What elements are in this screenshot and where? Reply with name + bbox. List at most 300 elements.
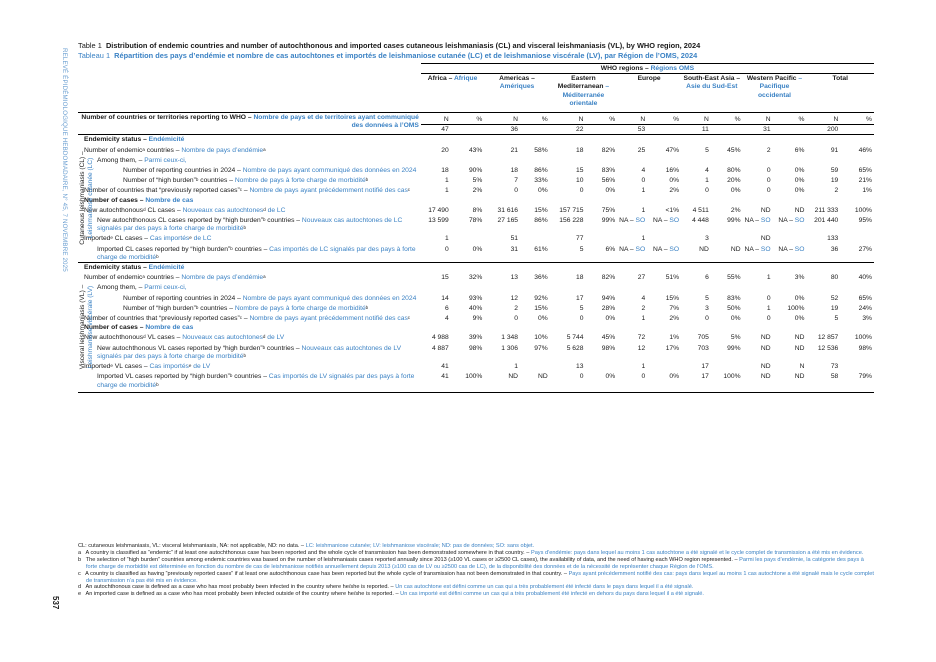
cell-value: 15% [534,304,548,312]
label-en-tail: countries – [144,274,180,282]
row-label [78,371,421,392]
cell-value: 20% [727,177,741,185]
cell-value: 12 857 [817,334,839,342]
footnote-letter: b [78,556,82,563]
label-fr: Nombre de pays d’endémie [181,274,264,282]
footnote-mark: b [195,177,199,183]
footnote-mark: b [230,245,233,251]
reporting-value: 31 [743,125,773,135]
footnote-fr: LC: leishmaniose cutanée; LV: leishmaniose viscérale; ND: pas de données; SO: sans objet. [305,543,535,549]
cell-value [743,244,773,263]
cell-value [520,361,550,371]
cell-empty [681,263,711,273]
cell-value: 4 [641,167,646,175]
cell-value: 0 [766,177,771,185]
pct-header: % [451,113,485,125]
cell-value [647,233,681,243]
cell-empty [421,282,451,292]
cell-value: ND [760,334,771,342]
cell-value: 18 [510,167,519,175]
cell-empty [550,282,586,292]
cell-value: 1 [444,235,449,243]
label-en: Number of countries that “previously reported cases” [84,187,240,195]
region-header-6 [806,74,874,113]
label-en: Number of reporting countries in 2024 – [123,294,241,302]
cell-value: 16% [665,167,680,175]
cell-empty [806,155,840,165]
cell-value: 18 [576,274,584,282]
section-heading-row [78,196,874,205]
cell-value: 0 [766,187,771,195]
cell-empty [773,263,807,273]
cell-value: 56% [601,177,616,185]
cell-value: ND [760,235,771,243]
cell-value [773,215,807,233]
n-header: N [806,113,840,125]
cell-value [617,244,647,263]
cell-value: 0 [579,187,584,195]
footnote-mark: d [143,334,146,340]
cell-value: <1% [665,206,680,214]
cell-value: 1 [641,363,646,371]
section-side-label-0 [79,136,95,260]
cell-empty [806,263,840,273]
cell-value: 0% [472,245,483,253]
footnote-fr: Pays ayant précédemment notifié des cas: pays dans lequel au moins 1 cas autochtone a été signalé mais le cycle complet de transmission n’a pas été mis en évidence. [86,570,874,584]
table-row [78,185,874,195]
cell-value: 98% [468,344,483,352]
cell-value: 13 599 [428,217,449,225]
footnote-mark: b [365,177,369,183]
row-label [78,135,421,145]
cell-value: 72 [637,334,646,342]
label-en: New autochthonous VL cases reported by “high burden” [97,344,263,352]
region-name-en: Western Pacific [746,75,797,83]
cell-empty [840,263,874,273]
row-label [78,175,421,185]
cell-value: 0 [579,315,584,323]
cell-empty [421,196,451,205]
cell-value: 5 [705,146,709,154]
footnote-en: An autochthonous case is defined as a case who has most probably been infected in the country where he/she is reported. – [85,584,394,591]
footnote-en: A country is classified as “endemic” if at least one autochthonous case has been reported and the whole cycle of transmission has been demonstrated somewhere in that country. – [85,549,530,556]
table-row [78,175,874,185]
cell-value: 156 228 [559,217,584,225]
cell-value: 41 [441,363,449,371]
footnote-mark: e [110,363,113,369]
reporting-value: 47 [421,125,451,135]
cell-empty [451,282,485,292]
cell-value: 65% [858,294,872,302]
cell-value: 15% [665,294,680,302]
footnote-letter: d [78,584,82,591]
cell-value: 98% [601,344,616,352]
cell-value: 0% [794,187,805,195]
cell-empty [484,282,520,292]
cell-value: 3 [705,304,709,312]
cell-value: 4 448 [692,217,709,225]
cell-value: 100% [854,206,872,214]
label-en: Imported VL cases reported by “high burden” [97,373,230,381]
footnote-mark: a [142,274,145,280]
label-en-tail: – [242,315,248,323]
cell-value: 5 [579,245,584,253]
cell-value: 1 [641,235,646,243]
row-label [78,244,421,263]
reporting-value: 200 [806,125,840,135]
cell-empty [550,323,586,332]
section-side-label-1 [79,264,95,390]
reporting-value: 36 [484,125,520,135]
cell-empty [681,282,711,292]
row-label [78,293,421,303]
side-label-en: Visceral leishmaniasis (VL) – [79,284,86,370]
label-fr: Nouveaux cas autochtones [182,206,264,214]
cell-empty [647,323,681,332]
table-row [78,303,874,313]
label-en: Number of countries that “previously reported cases” [84,315,240,323]
cell-value [743,215,773,233]
table-row [78,371,874,392]
cell-value: 1 348 [501,334,519,342]
footnote-fr: Pays d’endémie: pays dans lequel au moins 1 cas autochtone a été signalé et le cycle complet de transmission a été mis en évidence. [530,549,864,556]
cell-empty [484,155,520,165]
cell-value: 75% [601,206,616,214]
table-row [78,313,874,323]
n-header: N [681,113,711,125]
journal-side-title [58,48,68,608]
row-label [78,272,421,282]
cell-empty [711,155,743,165]
cell-value [711,361,743,371]
cell-value: 133 [827,235,839,243]
cell-empty [647,135,681,145]
cell-value: 27 165 [497,217,519,225]
cell-value: 12 536 [817,344,839,352]
cell-value [451,361,485,371]
side-label-fr: Leishmaniose viscérale (LV) [87,285,94,369]
header-n-pct-row [78,113,874,125]
cell-value: ND [484,371,520,392]
footnote-fr: Un cas importé est défini comme un cas qui a très probablement été infecté en dehors du pays dans lequel il a été signalé. [400,591,704,598]
cell-na: NA – [744,217,761,225]
cell-value: 100% [854,334,872,342]
footnote-en: An imported case is defined as a case who has most probably been infected outside of the country where he/she is reported. – [85,591,399,598]
cell-value: 6 [444,304,449,312]
cell-value [520,233,550,243]
cell-empty [451,263,485,273]
row-label [78,343,421,361]
cell-empty [520,282,550,292]
reporting-pct [711,125,743,135]
cell-value: 2% [730,206,741,214]
footnote-mark: a [263,146,266,152]
cell-value: 77 [576,235,584,243]
cell-empty [743,282,773,292]
table-row [78,293,874,303]
cell-empty [840,155,874,165]
cell-value: 45% [727,146,741,154]
row-label [78,196,421,205]
cell-value: 24% [858,304,872,312]
cell-empty [617,323,647,332]
row-label [78,205,421,215]
header-spacer [78,64,421,74]
cell-value: 33% [534,177,548,185]
heading-en: Endemicity status – [84,136,147,144]
row-label [78,155,421,165]
label-en: Imported CL cases reported by “high burden” [97,245,231,253]
row-label [78,361,421,371]
table-title [78,41,878,61]
cell-value: 93% [468,294,483,302]
cell-value: 52 [830,294,839,302]
cell-value: 0% [794,177,805,185]
cell-value: 0 [705,187,709,195]
label-en: Among them, – [97,284,143,292]
region-name-en: Eastern Mediterranean [557,75,604,91]
footnote-en: A country is classified as having “previously reported cases” if at least one autochthonous case has been reported but the whole cycle of transmission has not been demonstrated in that country. – [85,570,568,577]
cell-value: 3% [794,274,805,282]
cell-empty [421,155,451,165]
heading-en: Endemicity status – [84,264,147,272]
cell-value: 2 [834,187,839,195]
cell-empty [484,135,520,145]
label-en-tail: – [242,187,248,195]
cell-value: 82% [601,274,616,282]
cell-empty [520,135,550,145]
table-row [78,343,874,361]
cell-value: 40% [858,274,872,282]
cell-value: 1 [641,206,646,214]
region-name-en: Americas – [499,75,535,83]
label-fr: Cas importés de LC signalés par des pays à forte charge de morbidité [97,245,416,261]
cell-empty [585,282,617,292]
cell-value: 82% [601,146,616,154]
cell-empty [550,135,586,145]
cell-value: 55% [727,274,741,282]
cell-empty [585,196,617,205]
label-en: Among them, – [97,156,143,164]
cell-value: 31 616 [497,206,519,214]
cell-value: 100% [451,371,485,392]
section-heading-row [78,263,874,273]
cell-empty [617,155,647,165]
header-spacer [78,74,421,113]
n-header: N [484,113,520,125]
cell-value: 95% [858,217,872,225]
cell-empty [647,196,681,205]
row-label [78,323,421,332]
cell-empty [484,263,520,273]
cell-value: 43% [468,146,483,154]
footnote-mark: b [243,352,246,358]
cell-value: 27% [858,245,872,253]
label-en-tail: countries – [232,245,268,253]
cell-empty [451,135,485,145]
cell-empty [647,155,681,165]
cell-value: 0% [605,187,616,195]
section-heading-row [78,135,874,145]
cell-empty [806,196,840,205]
cell-value: 705 [697,334,709,342]
footnote-c [78,571,874,585]
journal-side-text: RELEVÉ ÉPIDÉMIOLOGIQUE HEBDOMADAIRE, N° 45, 7 NOVEMBRE 2025 [61,48,68,272]
table-row [78,332,874,342]
cell-value: 0% [538,187,548,195]
pct-header: % [520,113,550,125]
cell-value: 21% [858,177,872,185]
cell-empty [773,323,807,332]
cell-na: NA – [778,217,795,225]
cell-value: 0 [514,315,519,323]
region-header-1 [484,74,549,113]
cell-value: 90% [468,167,483,175]
footnote-mark: a [142,146,145,152]
reporting-value: 53 [617,125,647,135]
footnote-mark: e [110,235,113,241]
section-heading-row [78,323,874,332]
cell-value: 83% [727,294,741,302]
cell-value: 100% [711,371,743,392]
table-row [78,244,874,263]
cell-value: 45% [601,334,616,342]
label-en: New autochthonous [84,206,144,214]
cell-value: 65% [858,167,872,175]
cell-value: 6 [705,274,709,282]
cell-empty [711,282,743,292]
cell-value: 4 511 [692,206,709,214]
cell-value: 27 [637,274,646,282]
cell-value [647,361,681,371]
title-fr [78,51,878,61]
cell-value: 32% [468,274,483,282]
cell-value: 1 [444,187,449,195]
label-en-tail: countries – [232,373,267,381]
cell-value: 5 628 [566,344,584,352]
cell-value: 98% [858,344,872,352]
cell-value: 14 [441,294,449,302]
label-en: Number of reporting countries in 2024 – [123,167,241,175]
region-name-fr: Asie du Sud-Est [686,83,738,91]
cell-empty [421,323,451,332]
reporting-pct [773,125,807,135]
cell-value [451,233,485,243]
cell-value: ND [773,371,807,392]
cell-value [647,215,681,233]
cell-empty [585,155,617,165]
cell-empty [421,135,451,145]
cell-value: 100% [787,304,805,312]
cell-value: 1% [862,187,872,195]
cell-empty [647,282,681,292]
cell-value: 1 [641,315,646,323]
cell-value: 211 333 [814,206,839,214]
cell-value: 17 [576,294,584,302]
title-fr-text: Répartition des pays d’endémie et nombre de cas autochtones et importés de leishmaniose cutanée (LC) et de leishmaniose viscérale (LV), par Région de l’OMS, 2024 [114,51,698,60]
cell-value: ND [760,344,771,352]
footnote-mark: c [239,187,242,193]
cell-value: 51 [510,235,519,243]
who-regions-header [421,64,874,74]
footnote-mark: b [243,225,246,231]
cell-value: 80 [830,274,839,282]
cell-value: 47% [665,146,680,154]
cell-value [711,233,743,243]
cell-empty [840,196,874,205]
footnote-abbr [78,543,874,550]
footnote-en: CL: cutaneous leishmaniasis, VL: visceral leishmaniasis, NA: not applicable, ND: no data. – [78,543,305,549]
pct-header: % [773,113,807,125]
cell-value: 25 [637,146,646,154]
footnote-mark: c [239,315,242,321]
reporting-label [78,113,421,135]
cell-value: 157 715 [559,206,584,214]
cell-value: 2% [669,315,680,323]
row-label [78,165,421,175]
cell-empty [743,323,773,332]
footnote-mark: d [262,334,266,340]
cell-value: 9% [472,315,483,323]
cell-empty [585,263,617,273]
cell-value: 5 [705,294,709,302]
cell-so: SO [635,245,646,253]
label-fr: Nombre de pays d’endémie [181,146,264,154]
cell-empty [681,155,711,165]
cell-value: 21 [510,146,519,154]
cell-value [647,244,681,263]
cell-empty [617,263,647,273]
cell-value: 46% [858,146,872,154]
cell-value: ND [699,245,709,253]
cell-empty [451,323,485,332]
cell-empty [520,263,550,273]
cell-value: 83% [601,167,616,175]
cell-value: 7% [669,304,680,312]
footnote-mark: b [156,253,159,259]
cell-value: 59 [830,167,839,175]
cell-value: 4 988 [431,334,449,342]
cell-value: 1 [766,304,771,312]
cell-value: 5 [579,304,584,312]
cell-value: 10% [534,334,548,342]
cell-empty [585,323,617,332]
region-name-en: Europe [637,75,661,83]
cell-value: 92% [534,294,548,302]
cell-empty [681,323,711,332]
cell-value: 17% [665,344,680,352]
footnote-letter: e [78,591,82,598]
cell-so: SO [669,217,680,225]
label-fr: Parmi ceux-ci, [144,156,187,164]
reporting-pct [647,125,681,135]
footnote-mark: d [143,206,146,212]
footnote-letter: a [78,549,82,556]
cell-value: 7 [514,177,519,185]
cell-value: 86% [534,167,548,175]
cell-value: 1 [766,274,771,282]
who-regions-en: WHO regions – [600,65,649,72]
reporting-value: 11 [681,125,711,135]
cell-value: 8% [472,206,483,214]
cell-value: 13 [510,274,519,282]
cell-empty [711,196,743,205]
table-row [78,282,874,292]
cell-value: 78% [468,217,483,225]
footnote-fr: Un cas autochtone est défini comme un cas qui a très probablement été infecté dans le pays dans lequel il a été signalé. [395,584,694,591]
footnote-mark: b [365,304,369,310]
cell-value: ND [794,344,805,352]
